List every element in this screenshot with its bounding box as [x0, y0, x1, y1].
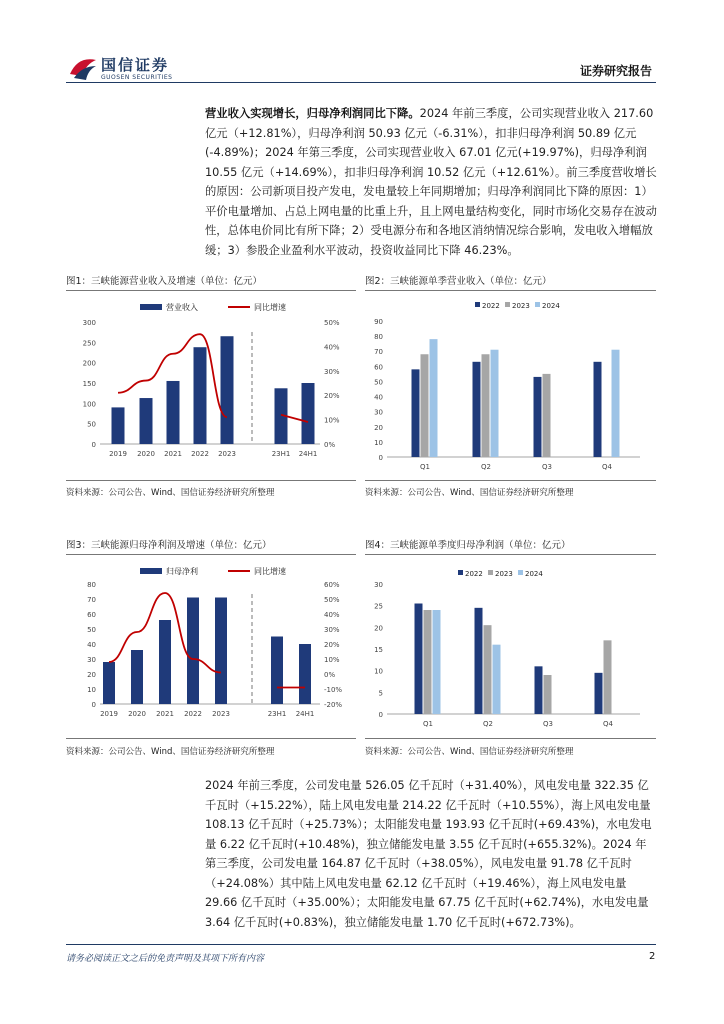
x-tick-label: Q4	[603, 720, 613, 728]
y2-tick-label: 40%	[324, 343, 340, 352]
fig2-title: 图2：三峡能源单季营业收入（单位：亿元）	[365, 276, 552, 287]
x-tick-label: Q4	[602, 463, 612, 470]
x-tick-label: 24H1	[298, 450, 318, 458]
fig1-bottom-rule	[66, 480, 356, 481]
x-tick-label: 2022	[191, 450, 209, 458]
bar-2021	[159, 620, 171, 704]
y-tick-label: 30	[374, 408, 383, 417]
y2-tick-label: 20%	[324, 641, 340, 649]
page-number: 2	[649, 951, 656, 962]
y-tick-label: 10	[374, 667, 383, 676]
y2-tick-label: 10%	[324, 416, 340, 425]
bar-Q2-2024	[491, 350, 499, 457]
logo-mark-icon	[68, 54, 98, 82]
fig4-title: 图4：三峡能源单季度归母净利润（单位：亿元）	[365, 540, 571, 551]
bar-Q2-2023	[482, 354, 490, 457]
bar-Q1-2022	[415, 604, 423, 715]
y-tick-label: 50	[87, 626, 96, 634]
legend-swatch-2024	[518, 570, 523, 575]
y-tick-label: 50	[374, 378, 383, 387]
paragraph-generation: 2024 年前三季度，公司发电量 526.05 亿千瓦时（+31.40%），风电发电量 322.35 亿千瓦时（+15.22%），陆上风电发电量 214.22 亿千瓦时（+10.55%），海上风电发电量 108.13 亿千瓦时（+25.73%）；太阳能发电量 193.93 亿千瓦时(+69.43%)，水电发电量 6.22 亿千瓦时(+10.48%)，独立储能发电量 3.55 亿千瓦时(+655.32%)。2024 年第三季度，公司发电量 164.87 亿千瓦时（+38.05%），风电发电量 91.78 亿千瓦时（+24.08%）其中陆上风电发电量 62.12 亿千瓦时（+19.46%），海上风电发电量 29.66 亿千瓦时（+35.00%）；太阳能发电量 67.75 亿千瓦时(+62.74%)，水电发电量 3.64 亿千瓦时(+0.83%)，独立储能发电量 1.70 亿千瓦时(+672.73%)。	[205, 779, 652, 929]
y2-tick-label: 0%	[324, 441, 336, 449]
y-tick-label: 50	[87, 420, 96, 429]
legend-label-line: 同比增速	[254, 567, 286, 576]
legend-label-2022: 2022	[482, 302, 500, 310]
x-tick-label: Q1	[420, 463, 430, 470]
legend-swatch-2022	[475, 302, 480, 307]
fig4-top-rule	[365, 554, 656, 555]
bar-Q1-2023	[421, 354, 429, 457]
bar-Q3-2023	[543, 374, 551, 457]
y-tick-label: 70	[374, 348, 383, 357]
bar-2019	[103, 662, 115, 704]
x-tick-label: 2019	[100, 710, 118, 718]
y-tick-label: 70	[87, 596, 96, 604]
y2-tick-label: -10%	[324, 686, 343, 694]
y2-tick-label: 50%	[324, 596, 340, 604]
header-rule	[66, 82, 656, 83]
bar-Q3-2023	[544, 675, 552, 714]
fig2-bottom-rule	[365, 480, 656, 481]
x-tick-label: Q2	[481, 463, 491, 470]
x-tick-label: Q3	[542, 463, 552, 470]
fig4-source: 资料来源：公司公告、Wind、国信证券经济研究所整理	[365, 747, 574, 757]
legend-swatch-bar	[140, 304, 162, 310]
bar-24H1	[302, 383, 315, 444]
legend-swatch-bar	[140, 568, 162, 574]
y-tick-label: 5	[378, 689, 383, 698]
fig4-bottom-rule	[365, 738, 656, 739]
fig4-chart	[365, 558, 656, 728]
x-tick-label: 2020	[137, 450, 155, 458]
y-tick-label: 250	[82, 339, 96, 348]
bar-2021	[167, 381, 180, 444]
bar-Q1-2024	[430, 339, 438, 457]
y-tick-label: 90	[374, 318, 383, 326]
x-tick-label: 2021	[156, 710, 174, 718]
fig3-bottom-rule	[66, 738, 356, 739]
y-tick-label: 300	[82, 319, 96, 327]
y-tick-label: 0	[91, 441, 96, 449]
logo-subtitle: GUOSEN SECURITIES	[101, 74, 173, 81]
x-tick-label: 2019	[109, 450, 127, 458]
x-tick-label: Q1	[423, 720, 433, 728]
y-tick-label: 40	[374, 393, 383, 402]
footer-disclaimer: 请务必阅读正文之后的免责声明及其项下所有内容	[66, 954, 265, 964]
bar-2020	[140, 398, 153, 444]
y-tick-label: 10	[87, 686, 96, 694]
paragraph-revenue	[205, 104, 657, 260]
legend-swatch-2022	[458, 570, 463, 575]
fig1-title: 图1：三峡能源营业收入及增速（单位：亿元）	[66, 276, 263, 287]
fig3-top-rule	[66, 554, 356, 555]
bar-Q2-2022	[475, 608, 483, 714]
y-tick-label: 60	[87, 611, 96, 619]
bar-Q2-2024	[493, 645, 501, 714]
y-tick-label: 0	[378, 711, 383, 719]
bar-2022	[187, 598, 199, 705]
fig2-source: 资料来源：公司公告、Wind、国信证券经济研究所整理	[365, 488, 574, 498]
y-tick-label: 20	[374, 423, 383, 432]
logo-name: 国信证券	[101, 56, 170, 74]
x-tick-label: 2023	[212, 710, 230, 718]
y-tick-label: 0	[91, 701, 96, 709]
y2-tick-label: -20%	[324, 701, 343, 709]
legend-swatch-2023	[488, 570, 493, 575]
y-tick-label: 0	[378, 454, 383, 462]
y2-tick-label: 20%	[324, 392, 340, 401]
x-tick-label: Q2	[483, 720, 493, 728]
bar-Q4-2024	[612, 350, 620, 457]
legend-swatch-2024	[535, 302, 540, 307]
y-tick-label: 30	[374, 581, 383, 589]
fig2-chart	[365, 294, 656, 470]
y2-tick-label: 30%	[324, 626, 340, 634]
bar-Q3-2022	[535, 666, 543, 714]
bar-2020	[131, 650, 143, 704]
bar-Q3-2022	[534, 377, 542, 457]
y2-tick-label: 50%	[324, 319, 340, 327]
legend-label-line: 同比增速	[254, 303, 286, 312]
fig1-chart	[66, 294, 356, 470]
y-tick-label: 60	[374, 363, 383, 372]
y-tick-label: 150	[82, 380, 96, 388]
x-tick-label: 2023	[218, 450, 236, 458]
x-tick-label: 2020	[128, 710, 146, 718]
legend-label-2024: 2024	[542, 302, 560, 310]
y2-tick-label: 0%	[324, 671, 336, 679]
bar-2022	[194, 347, 207, 444]
y2-tick-label: 30%	[324, 367, 340, 376]
x-tick-label: 23H1	[271, 450, 291, 458]
legend-label-2023: 2023	[512, 302, 530, 310]
legend-label-2022: 2022	[465, 570, 483, 578]
legend-label-bar: 营业收入	[166, 303, 198, 312]
y-tick-label: 100	[82, 400, 96, 409]
y-tick-label: 25	[374, 602, 383, 611]
y-tick-label: 15	[374, 646, 383, 654]
y2-tick-label: 40%	[324, 611, 340, 619]
fig1-top-rule	[66, 290, 356, 291]
bar-Q2-2022	[473, 362, 481, 457]
bar-2023	[221, 336, 234, 444]
fig1-source: 资料来源：公司公告、Wind、国信证券经济研究所整理	[66, 488, 275, 498]
legend-swatch-2023	[505, 302, 510, 307]
fig3-source: 资料来源：公司公告、Wind、国信证券经济研究所整理	[66, 747, 275, 757]
y-tick-label: 200	[82, 359, 96, 368]
y2-tick-label: 10%	[324, 656, 340, 664]
y-tick-label: 20	[374, 624, 383, 633]
x-tick-label: 2021	[164, 450, 182, 458]
legend-label-2024: 2024	[525, 570, 543, 578]
y-tick-label: 10	[374, 438, 383, 447]
fig3-title: 图3：三峡能源归母净利润及增速（单位：亿元）	[66, 540, 272, 551]
report-type: 证券研究报告	[580, 64, 653, 78]
paragraph-lead: 营业收入实现增长，归母净利润同比下降。	[205, 107, 420, 120]
y-tick-label: 80	[374, 333, 383, 342]
logo	[68, 54, 188, 84]
y-tick-label: 80	[87, 581, 96, 589]
legend-label-2023: 2023	[495, 570, 513, 578]
y-tick-label: 40	[87, 641, 96, 649]
bar-Q4-2023	[604, 640, 612, 714]
fig2-top-rule	[365, 290, 656, 291]
bar-Q4-2022	[594, 362, 602, 457]
bar-24H1	[299, 644, 311, 704]
x-tick-label: 24H1	[295, 710, 315, 718]
y-tick-label: 20	[87, 671, 96, 679]
legend-label-bar: 归母净利	[166, 567, 198, 576]
paragraph-body: 2024 年前三季度，公司实现营业收入 217.60 亿元（+12.81%），归母净利润 50.93 亿元（-6.31%），扣非归母净利润 50.89 亿元(-4.89%)；2024 年第三季度，公司实现营业收入 67.01 亿元(+19.97%)，归母净利润 10.55 亿元（+14.69%），扣非归母净利润 10.52 亿元（+12.61%）。前三季度营收增长的原因：公司新项目投产发电，发电量较上年同期增加；归母净利润同比下降的原因：1）平价电量增加、占总上网电量的比重上升，且上网电量结构变化，同时市场化交易存在波动性，总体电价同比有所下降；2）受电源分布和各地区消纳情况综合影响，发电收入增幅放缓；3）参股企业盈利水平波动，投资收益同比下降 46.23%。	[205, 107, 657, 257]
bar-Q1-2023	[424, 610, 432, 714]
bar-2019	[112, 407, 125, 444]
bar-Q2-2023	[484, 625, 492, 714]
x-tick-label: 23H1	[267, 710, 287, 718]
x-tick-label: 2022	[184, 710, 202, 718]
y-tick-label: 30	[87, 656, 96, 664]
bar-Q1-2024	[433, 610, 441, 714]
bar-Q4-2022	[595, 673, 603, 714]
bar-23H1	[271, 637, 283, 705]
fig3-chart	[66, 558, 356, 728]
footer-rule	[66, 944, 656, 945]
bar-2023	[215, 598, 227, 705]
x-tick-label: Q3	[543, 720, 553, 728]
bar-Q1-2022	[412, 369, 420, 457]
y2-tick-label: 60%	[324, 581, 340, 589]
